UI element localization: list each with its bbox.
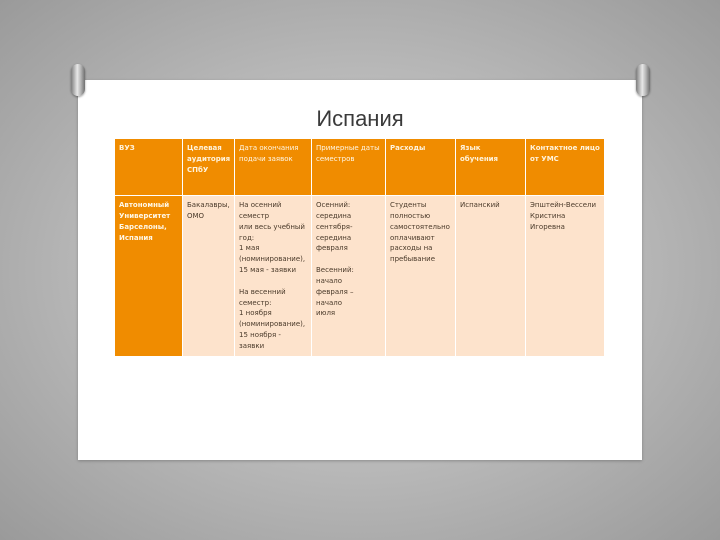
expenses-line: самостоятельно bbox=[390, 222, 450, 231]
expenses-line: полностью bbox=[390, 211, 431, 220]
header-expenses: Расходы bbox=[386, 139, 456, 196]
cell-deadline bbox=[235, 196, 312, 357]
universities-table bbox=[114, 138, 605, 357]
deadline-line: 1 мая bbox=[239, 244, 260, 253]
cell-expenses bbox=[386, 196, 456, 357]
cell-university: Автономный Университет Барселоны, Испания bbox=[115, 196, 183, 357]
deadline-line: На осенний семестр bbox=[239, 201, 282, 220]
binder-ring-right bbox=[636, 64, 650, 96]
semester-line: сентября- bbox=[316, 222, 353, 231]
deadline-line: год: bbox=[239, 233, 255, 242]
header-university: ВУЗ bbox=[115, 139, 183, 196]
semester-line: середина февраля bbox=[316, 233, 352, 253]
cell-contact: Эпштейн-Вессели Кристина Игоревна bbox=[526, 196, 605, 357]
expenses-line: оплачивают bbox=[390, 233, 435, 242]
deadline-line: 15 мая - заявки bbox=[239, 266, 297, 275]
deadline-line: (номинирование), bbox=[239, 320, 306, 329]
cell-audience: Бакалавры, ОМО bbox=[183, 196, 235, 357]
header-semesters: Примерные даты семестров bbox=[312, 139, 386, 196]
semester-line: середина bbox=[316, 211, 352, 220]
table-row bbox=[115, 196, 605, 357]
cell-semesters bbox=[312, 196, 386, 357]
slide-title: Испания bbox=[316, 106, 404, 131]
deadline-line: На весенний bbox=[239, 287, 286, 296]
header-language: Язык обучения bbox=[456, 139, 526, 196]
expenses-line: Студенты bbox=[390, 201, 427, 209]
header-audience: Целевая аудитория СПбУ bbox=[183, 139, 235, 196]
binder-ring-left bbox=[71, 64, 85, 96]
deadline-line bbox=[239, 276, 307, 287]
deadline-line: (номинирование), bbox=[239, 255, 306, 264]
semester-line: февраля – начало bbox=[316, 287, 354, 307]
deadline-line: 1 ноября bbox=[239, 309, 272, 318]
expenses-line: пребывание bbox=[390, 255, 436, 264]
semester-line: Осенний: bbox=[316, 201, 351, 209]
deadline-line: или весь учебный bbox=[239, 222, 305, 231]
deadline-line: 15 ноября - заявки bbox=[239, 331, 281, 350]
table-header-row bbox=[115, 139, 605, 196]
semester-line: Весенний: начало bbox=[316, 266, 354, 285]
header-contact: Контактное лицо от УМС bbox=[526, 139, 605, 196]
expenses-line: расходы на bbox=[390, 244, 433, 253]
deadline-line: семестр: bbox=[239, 298, 272, 307]
header-deadline: Дата окончания подачи заявок bbox=[235, 139, 312, 196]
semester-line bbox=[316, 254, 381, 265]
cell-language: Испанский bbox=[456, 196, 526, 357]
semester-line: июля bbox=[316, 309, 336, 318]
